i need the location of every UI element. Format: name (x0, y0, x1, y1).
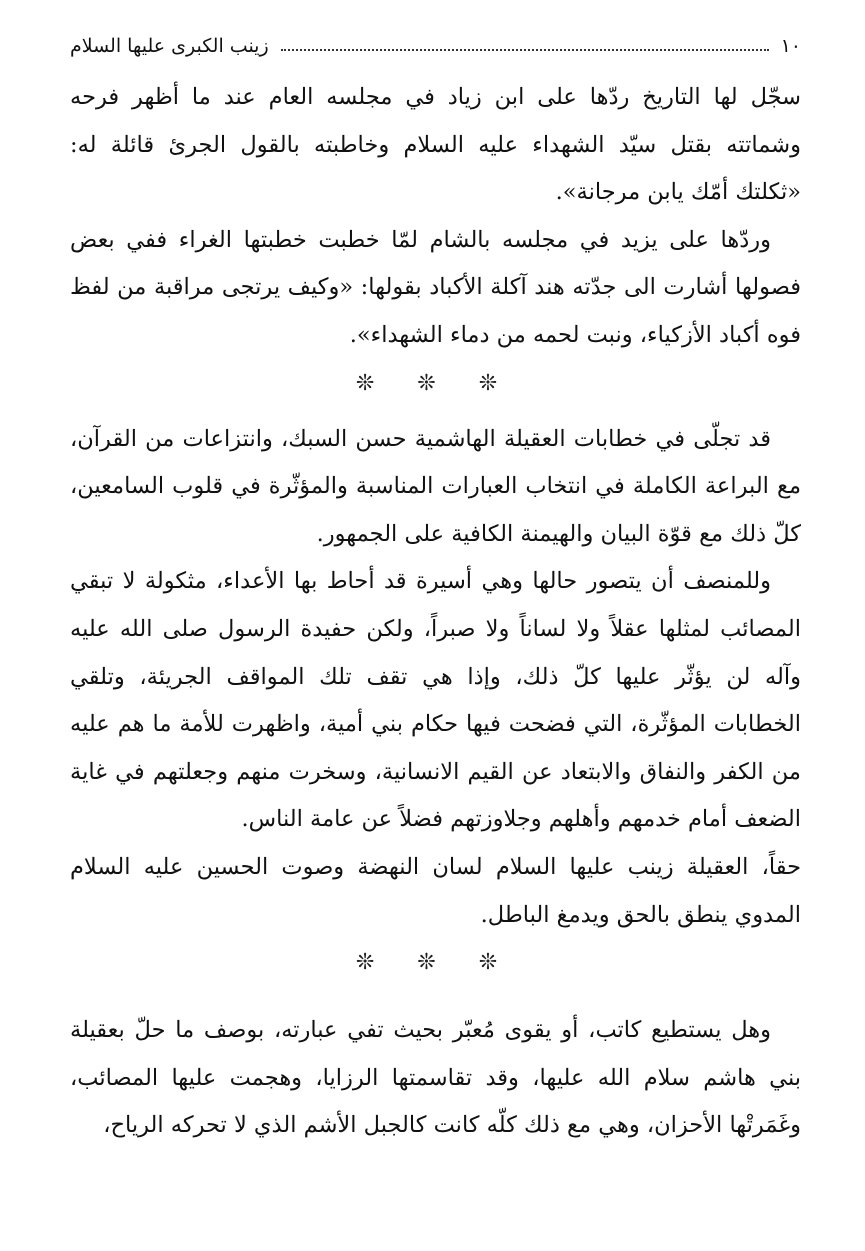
section-separator: ❊ ❊ ❊ (355, 950, 516, 976)
paragraph-eloquence: قد تجلّى في خطابات العقيلة الهاشمية حسن السبك، وانتزاعات من القرآن، مع البراعة الكاملة في انتخاب العبارات المناسبة والمؤثّرة في قلوب السامعين، كلّ ذلك مع قوّة البيان والهيمنة الكافية على الجمهور. (70, 425, 801, 547)
book-page (70, 28, 801, 1238)
paragraph-zaynab-voice: حقاً، العقيلة زينب عليها السلام لسان النهضة وصوت الحسين عليه السلام المدوي ينطق بالحق ويدمغ الباطل. (70, 853, 801, 928)
paragraph-captivity: وللمنصف أن يتصور حالها وهي أسيرة قد أحاط بها الأعداء، مثكولة لا تبقي المصائب لمثلها عقلاً ولا لساناً ولا صبراً، ولكن حفيدة الرسول صلى الله عليه وآله لن يؤثّر عليها كلّ ذلك، وإذا هي تقف تلك المواقف الجريئة، وتلقي الخطابات المؤثّرة، التي فضحت فيها حكام بني أمية، واظهرت للأمة ما هم عليه من الكفر والنفاق والابتعاد عن القيم الانسانية، وسخرت منهم وجعلتهم في غاية الضعف أمام خدمهم وأهلهم وجلاوزتهم فضلاً عن عامة الناس. (70, 568, 801, 833)
dotted-leader (281, 49, 769, 51)
paragraph-endurance: وهل يستطيع كاتب، أو يقوى مُعبّر بحيث تفي عبارته، بوصف ما حلّ بعقيلة بني هاشم سلام الله عليها، وقد تقاسمتها الرزايا، وهجمت عليها المصائب، وغَمَرتْها الأحزان، وهي مع ذلك كلّه كانت كالجبل الأشم الذي لا تحركه الرياح، (70, 1017, 801, 1139)
paragraph-yazid: وردّها على يزيد في مجلسه بالشام لمّا خطبت خطبتها الغراء ففي بعض فصولها أشارت الى جدّته هند آكلة الأكباد بقولها: «وكيف يرتجى مراقبة من لفظ فوه أكباد الأزكياء، ونبت لحمه من دماء الشهداء». (70, 226, 801, 348)
page-number: ١٠ (780, 35, 801, 57)
running-header (70, 28, 801, 64)
running-title: زينب الكبرى عليها السلام (70, 35, 269, 57)
paragraph-ibn-ziyad: سجّل لها التاريخ ردّها على ابن زياد في مجلسه العام عند ما أظهر فرحه وشماتته بقتل سيّد الشهداء عليه السلام وخاطبته بالقول الجرئ قائلة له: «ثكلتك أمّك يابن مرجانة». (70, 84, 801, 206)
section-separator: ❊ ❊ ❊ (355, 370, 516, 396)
